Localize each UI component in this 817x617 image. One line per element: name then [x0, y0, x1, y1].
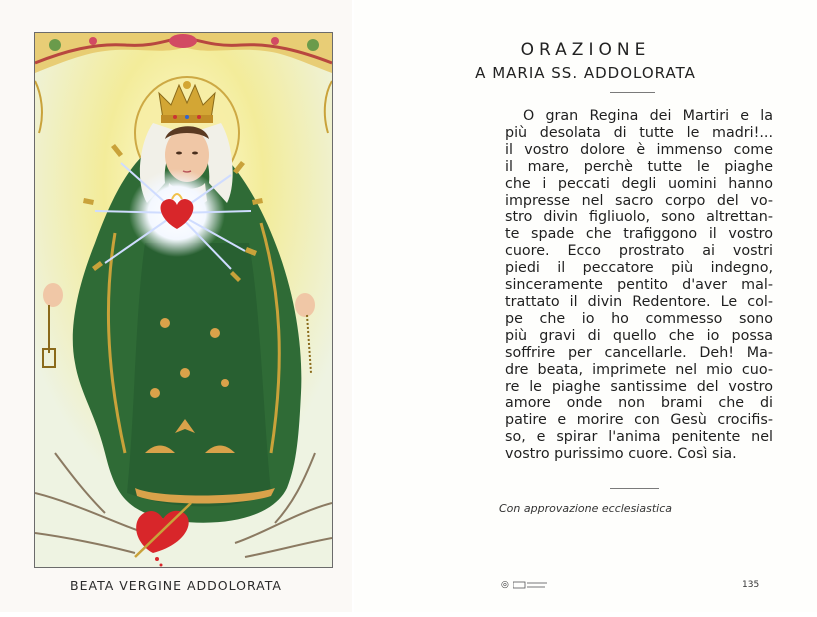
- approval-note: Con approvazione ecclesiastica: [499, 502, 672, 515]
- prayer-subtitle: A MARIA SS. ADDOLORATA: [475, 64, 696, 82]
- prayer-line: stro divin figliuolo, sono altrettan-: [505, 209, 773, 226]
- image-caption: BEATA VERGINE ADDOLORATA: [70, 578, 282, 593]
- our-lady-of-sorrows-image: [35, 33, 332, 567]
- card-number: 135: [742, 580, 760, 590]
- prayer-line: che i peccati degli uomini hanno: [505, 175, 773, 192]
- prayer-line: vostro purissimo cuore. Così sia.: [505, 446, 737, 463]
- prayer-line: impresse nel sacro corpo del vo-: [505, 192, 773, 209]
- prayer-line: dre beata, imprimete nel mio cuo-: [505, 361, 773, 378]
- prayer-line: il vostro dolore è immenso come: [505, 141, 773, 158]
- title-divider: [610, 92, 655, 93]
- prayer-line: patire e morire con Gesù crocifis-: [505, 412, 773, 429]
- imprint-fine-print-icon: [513, 581, 547, 589]
- prayer-line: O gran Regina dei Martiri e la: [523, 108, 773, 124]
- madonna-illustration: [34, 32, 333, 568]
- prayer-line: cuore. Ecco prostrato ai vostri: [505, 243, 773, 260]
- prayer-line: il mare, perchè tutte le piaghe: [505, 158, 773, 175]
- approval-divider: [610, 488, 659, 489]
- prayer-line: trattato il divin Redentore. Le col-: [505, 293, 773, 310]
- prayer-title: ORAZIONE: [520, 40, 651, 60]
- prayer-line: più gravi di quello che io possa: [505, 327, 773, 344]
- prayer-line: più desolata di tutte le madri!...: [505, 124, 773, 141]
- prayer-line: sinceramente pentito d'aver mal-: [505, 277, 773, 294]
- prayer-text: [505, 108, 773, 463]
- prayer-line: amore onde non brami che di: [505, 395, 773, 412]
- prayer-line: re le piaghe santissime del vostro: [505, 378, 773, 395]
- prayer-line: piedi il peccatore più indegno,: [505, 260, 773, 277]
- publisher-imprint: [501, 578, 547, 592]
- prayer-line: so, e spirar l'anima penitente nel: [505, 429, 773, 446]
- prayer-line: te spade che trafiggono il vostro: [505, 226, 773, 243]
- holy-card-front: [0, 0, 352, 612]
- publisher-logo-icon: ◎: [501, 580, 509, 590]
- prayer-line: soffrire per cancellarle. Deh! Ma-: [505, 344, 773, 361]
- prayer-line: pe che io ho commesso sono: [505, 310, 773, 327]
